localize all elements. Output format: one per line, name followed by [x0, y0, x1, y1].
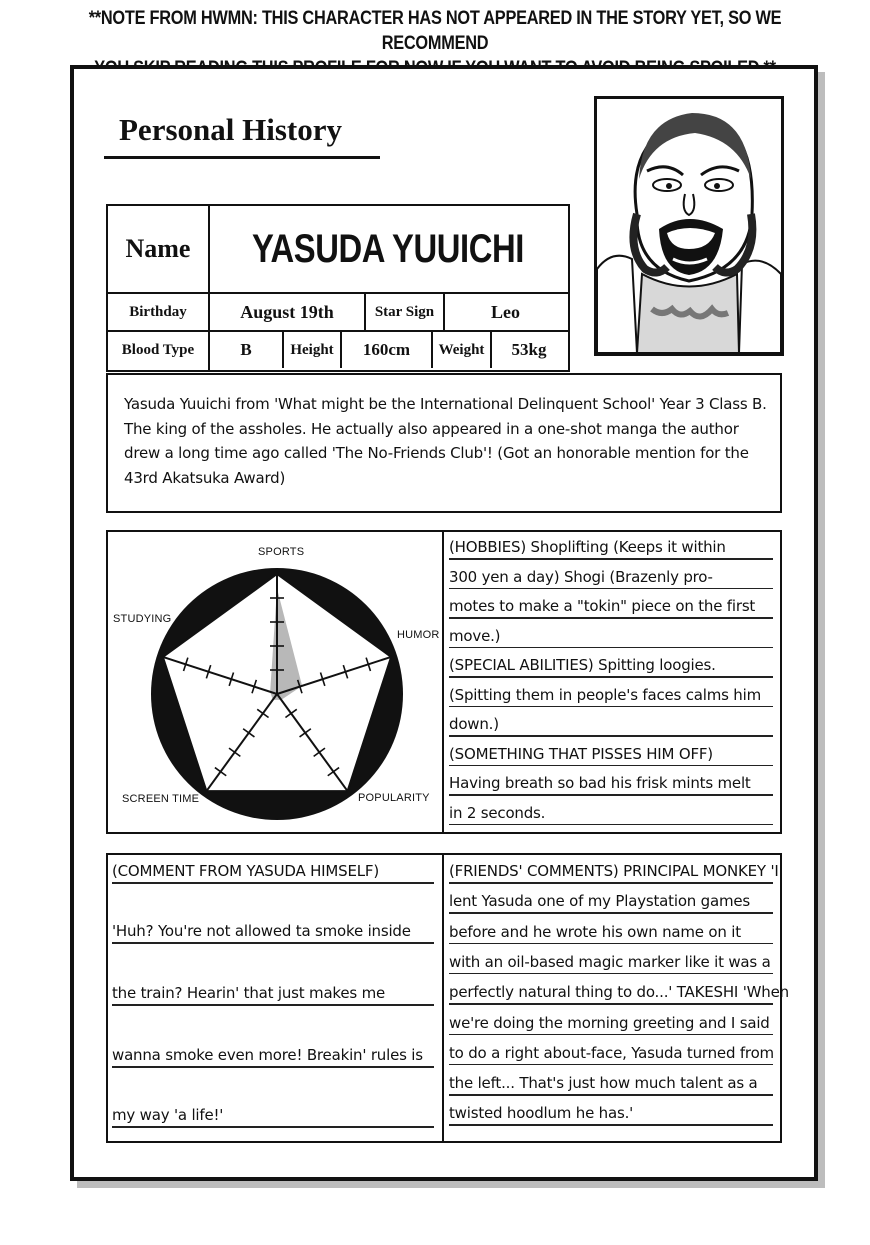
traits-list — [449, 538, 775, 828]
self-comment-line: the train? Hearin' that just makes me — [112, 984, 386, 1002]
ruled-line: with an oil-based magic marker like it was a — [449, 952, 771, 971]
ruled-line: to do a right about-face, Yasuda turned from — [449, 1043, 774, 1062]
starsign-value: Leo — [491, 301, 520, 322]
rule-line — [449, 588, 773, 590]
page-title: Personal History — [119, 112, 342, 147]
birthday-value: August 19th — [240, 301, 334, 322]
self-comment-heading: (COMMENT FROM YASUDA HIMSELF) — [112, 862, 379, 880]
ruled-line: Having breath so bad his frisk mints melt — [449, 774, 751, 792]
rule-line — [449, 676, 773, 678]
starsign-label: Star Sign — [374, 303, 435, 320]
ruled-line: move.) — [449, 626, 501, 645]
radar-chart — [107, 531, 443, 831]
name-label: Name — [125, 234, 191, 263]
description-text: Yasuda Yuuichi from 'What might be the International Delinquent School' Year 3 Class B. The king of the assholes. He actually also appeared in a one-shot manga the author drew a long time ago called 'The No-Friends Club'! (Got an honorable mention for the 43rd Akatsuka Award) — [124, 395, 767, 487]
rule-line — [449, 1064, 773, 1066]
rule-line — [449, 912, 773, 914]
bloodtype-label: Blood Type — [121, 341, 195, 358]
ruled-line: before and he wrote his own name on it — [449, 922, 741, 941]
ruled-line: (Spitting them in people's faces calms him — [449, 685, 761, 704]
weight-value: 53kg — [511, 340, 547, 359]
title-underline — [104, 156, 380, 159]
height-label: Height — [290, 341, 334, 358]
height-value: 160cm — [362, 340, 411, 359]
self-comment-line: wanna smoke even more! Breakin' rules is — [112, 1046, 423, 1064]
rule-line — [449, 1034, 773, 1036]
radar-label-humor: HUMOR — [397, 629, 440, 641]
rule-line — [449, 765, 773, 767]
rule-line — [449, 1003, 773, 1005]
rule-line — [449, 617, 773, 619]
rule-line — [112, 1126, 434, 1128]
rule-line — [449, 558, 773, 560]
rule-line — [112, 882, 434, 884]
name-value: YASUDA YUUICHI — [252, 226, 524, 271]
radar-label-sports: SPORTS — [258, 546, 305, 558]
radar-label-popularity: POPULARITY — [358, 792, 430, 804]
ruled-line: 300 yen a day) Shogi (Brazenly pro- — [449, 567, 713, 586]
ruled-line: perfectly natural thing to do...' TAKESHI 'When — [449, 983, 789, 1002]
rule-line — [449, 706, 773, 708]
self-comment — [112, 862, 434, 1137]
ruled-line: in 2 seconds. — [449, 803, 546, 822]
ruled-line: (HOBBIES) Shoplifting (Keeps it within — [449, 538, 726, 556]
portrait-drawing — [597, 99, 781, 353]
birthday-label: Birthday — [129, 303, 187, 320]
weight-label: Weight — [438, 341, 485, 358]
friends-comment — [449, 862, 789, 1137]
ruled-line: down.) — [449, 715, 499, 733]
rule-line — [449, 1124, 773, 1126]
self-comment-line: 'Huh? You're not allowed ta smoke inside — [112, 922, 411, 940]
ruled-line: (SOMETHING THAT PISSES HIM OFF) — [449, 744, 713, 763]
spoiler-note-line-1: **NOTE FROM HWMN: THIS CHARACTER HAS NOT APPEARED IN THE STORY YET, SO WE RECOMMEND — [88, 8, 782, 54]
bloodtype-value: B — [240, 340, 252, 359]
rule-line — [449, 973, 773, 975]
ruled-line: lent Yasuda one of my Playstation games — [449, 892, 751, 911]
self-comment-line: my way 'a life!' — [112, 1106, 224, 1124]
rule-line — [449, 882, 773, 884]
rule-line — [449, 735, 773, 737]
ruled-line: we're doing the morning greeting and I said — [449, 1013, 770, 1032]
ruled-line: twisted hoodlum he has.' — [449, 1104, 634, 1123]
ruled-line: motes to make a "tokin" piece on the first — [449, 597, 756, 615]
rule-line — [449, 794, 773, 796]
ruled-line: (FRIENDS' COMMENTS) PRINCIPAL MONKEY 'I — [449, 862, 779, 880]
radar-label-screen-time: SCREEN TIME — [122, 793, 200, 805]
rule-line — [112, 1066, 434, 1068]
ruled-line: (SPECIAL ABILITIES) Spitting loogies. — [449, 656, 716, 674]
radar-label-studying: STUDYING — [113, 613, 172, 625]
character-portrait — [594, 96, 784, 356]
ruled-line: the left... That's just how much talent as a — [449, 1074, 758, 1093]
rule-line — [449, 824, 773, 826]
rule-line — [112, 942, 434, 944]
rule-line — [449, 647, 773, 649]
rule-line — [449, 1094, 773, 1096]
comments-divider — [442, 853, 444, 1141]
rule-line — [112, 1004, 434, 1006]
rule-line — [449, 943, 773, 945]
